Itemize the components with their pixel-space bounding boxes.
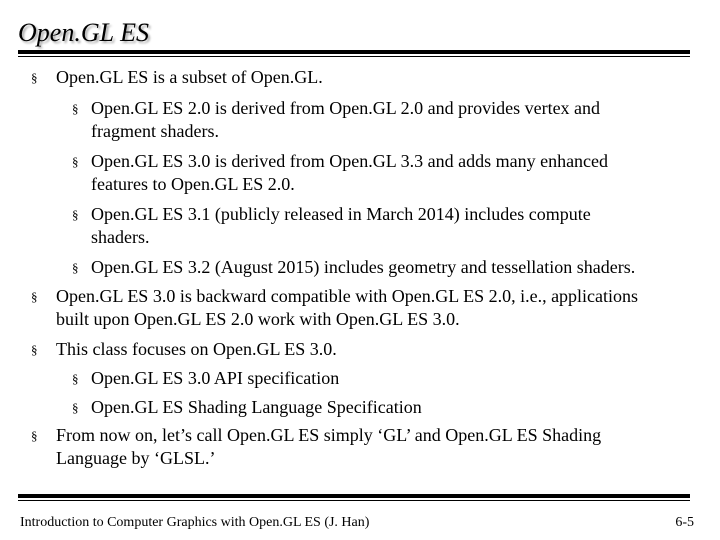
- sub-bullet-item: [72, 396, 422, 419]
- bullet-icon: §: [31, 342, 38, 357]
- bullet-text-continued: features to Open.GL ES 2.0.: [91, 174, 295, 194]
- bullet-text-continued: built upon Open.GL ES 2.0 work with Open.GL ES 3.0.: [56, 309, 460, 329]
- sub-bullet-item: [72, 97, 601, 143]
- bullet-text: Open.GL ES Shading Language Specification: [91, 397, 422, 417]
- bullet-item: [31, 338, 337, 361]
- bullet-icon: §: [31, 428, 38, 443]
- bullet-icon: §: [72, 101, 79, 116]
- slide-title: Open.GL ES: [18, 18, 149, 47]
- bullet-item: [31, 285, 639, 331]
- bullet-icon: §: [72, 207, 79, 222]
- bullet-text-continued: Language by ‘GLSL.’: [56, 448, 216, 468]
- footer-divider: [18, 494, 690, 501]
- bullet-text: Open.GL ES 2.0 is derived from Open.GL 2.0 and provides vertex and: [91, 98, 601, 118]
- footer-page-number: 6-5: [675, 515, 694, 530]
- bullet-icon: §: [72, 260, 79, 275]
- sub-bullet-item: [72, 203, 591, 249]
- bullet-item: [31, 424, 602, 470]
- bullet-text-continued: fragment shaders.: [91, 121, 219, 141]
- bullet-text-continued: shaders.: [91, 227, 150, 247]
- bullet-item: [31, 66, 323, 89]
- bullet-text: This class focuses on Open.GL ES 3.0.: [56, 339, 337, 359]
- bullet-icon: §: [72, 371, 79, 386]
- bullet-text: Open.GL ES 3.2 (August 2015) includes geometry and tessellation shaders.: [91, 257, 636, 277]
- title-divider: [18, 50, 690, 57]
- bullet-icon: §: [31, 70, 38, 85]
- bullet-text: Open.GL ES 3.0 is backward compatible with Open.GL ES 2.0, i.e., applications: [56, 286, 639, 306]
- bullet-icon: §: [72, 400, 79, 415]
- bullet-icon: §: [72, 154, 79, 169]
- bullet-text: Open.GL ES is a subset of Open.GL.: [56, 67, 323, 87]
- bullet-text: Open.GL ES 3.0 is derived from Open.GL 3.3 and adds many enhanced: [91, 151, 609, 171]
- bullet-icon: §: [31, 289, 38, 304]
- sub-bullet-item: [72, 256, 636, 279]
- bullet-text: Open.GL ES 3.1 (publicly released in March 2014) includes compute: [91, 204, 591, 224]
- sub-bullet-item: [72, 150, 609, 196]
- sub-bullet-item: [72, 367, 340, 390]
- bullet-text: From now on, let’s call Open.GL ES simply ‘GL’ and Open.GL ES Shading: [56, 425, 602, 445]
- bullet-text: Open.GL ES 3.0 API specification: [91, 368, 340, 388]
- footer-course-title: Introduction to Computer Graphics with Open.GL ES (J. Han): [20, 515, 370, 530]
